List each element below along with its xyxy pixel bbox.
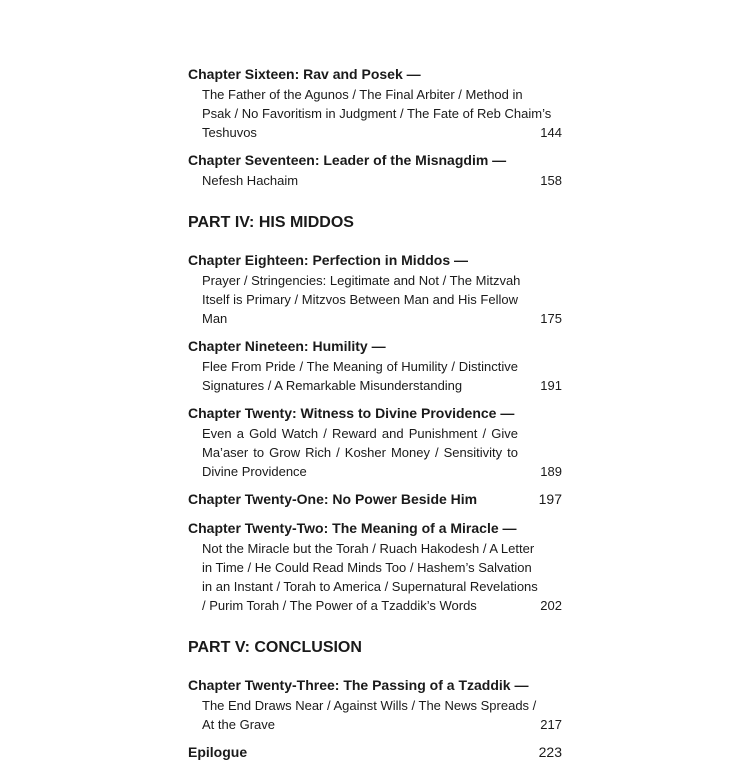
toc-entry[interactable] xyxy=(188,403,562,481)
topic-line: Nefesh Hachaim xyxy=(202,173,299,188)
toc-entry[interactable] xyxy=(188,518,562,615)
toc-entry[interactable] xyxy=(188,336,562,395)
topic-line: The Father of the Agunos / The Final Arbiter / Method in xyxy=(202,87,523,102)
chapter-title: Chapter Twenty: Witness to Divine Providence — xyxy=(188,405,515,421)
topic-line: Man xyxy=(202,311,228,326)
topic-line: Even a Gold Watch / Reward and Punishment / Give xyxy=(202,426,518,441)
chapter-title: Chapter Seventeen: Leader of the Misnagdim — xyxy=(188,152,507,168)
topic-line: Flee From Pride / The Meaning of Humility / Distinctive xyxy=(202,359,518,374)
chapter-title: Chapter Nineteen: Humility — xyxy=(188,338,386,354)
chapter-title: Chapter Twenty-Two: The Meaning of a Miracle — xyxy=(188,520,517,536)
page-number: 175 xyxy=(540,311,562,326)
topic-line: At the Grave xyxy=(202,717,275,732)
chapter-title: Epilogue xyxy=(188,744,248,760)
chapter-title: Chapter Sixteen: Rav and Posek — xyxy=(188,66,421,82)
toc-entry[interactable] xyxy=(188,489,562,510)
topic-line: / Purim Torah / The Power of a Tzaddik’s Words xyxy=(202,598,477,613)
chapter-topics xyxy=(188,85,562,142)
topic-line: Ma’aser to Grow Rich / Kosher Money / Sensitivity to xyxy=(202,445,518,460)
chapter-topics xyxy=(188,357,562,395)
topic-line: Signatures / A Remarkable Misunderstanding xyxy=(202,378,463,393)
page-number: 158 xyxy=(540,173,562,188)
topic-line: in an Instant / Torah to America / Supernatural Revelations xyxy=(202,579,538,594)
table-of-contents xyxy=(188,64,562,771)
page-number: 197 xyxy=(538,491,562,507)
topic-line: Psak / No Favoritism in Judgment / The Fate of Reb Chaim’s xyxy=(202,106,552,121)
page-number: 144 xyxy=(540,125,562,140)
chapter-topics xyxy=(188,271,562,328)
topic-line: Teshuvos xyxy=(202,125,257,140)
chapter-title: Chapter Twenty-One: No Power Beside Him xyxy=(188,491,478,507)
page-number: 191 xyxy=(540,378,562,393)
page-number: 202 xyxy=(540,598,562,613)
toc-entry[interactable] xyxy=(188,742,562,763)
chapter-title: Chapter Twenty-Three: The Passing of a Tzaddik — xyxy=(188,677,529,693)
chapter-topics xyxy=(188,424,562,481)
toc-entry[interactable] xyxy=(188,250,562,328)
chapter-topics xyxy=(188,539,562,615)
topic-line: in Time / He Could Read Minds Too / Hashem’s Salvation xyxy=(202,560,532,575)
toc-entry[interactable] xyxy=(188,675,562,734)
page-number: 217 xyxy=(540,717,562,732)
toc-entry[interactable] xyxy=(188,64,562,142)
chapter-title: Chapter Eighteen: Perfection in Middos — xyxy=(188,252,469,268)
page-number: 223 xyxy=(538,744,562,760)
chapter-topics xyxy=(188,171,562,190)
toc-entry[interactable] xyxy=(188,150,562,190)
topic-line: Divine Providence xyxy=(202,464,307,479)
topic-line: Itself is Primary / Mitzvos Between Man and His Fellow xyxy=(202,292,518,307)
topic-line: The End Draws Near / Against Wills / The News Spreads / xyxy=(202,698,537,713)
topic-line: Prayer / Stringencies: Legitimate and Not / The Mitzvah xyxy=(202,273,521,288)
page-number: 189 xyxy=(540,464,562,479)
chapter-topics xyxy=(188,696,562,734)
topic-line: Not the Miracle but the Torah / Ruach Hakodesh / A Letter xyxy=(202,541,535,556)
part-heading: PART V: CONCLUSION xyxy=(188,639,362,656)
part-heading: PART IV: HIS MIDDOS xyxy=(188,214,354,231)
